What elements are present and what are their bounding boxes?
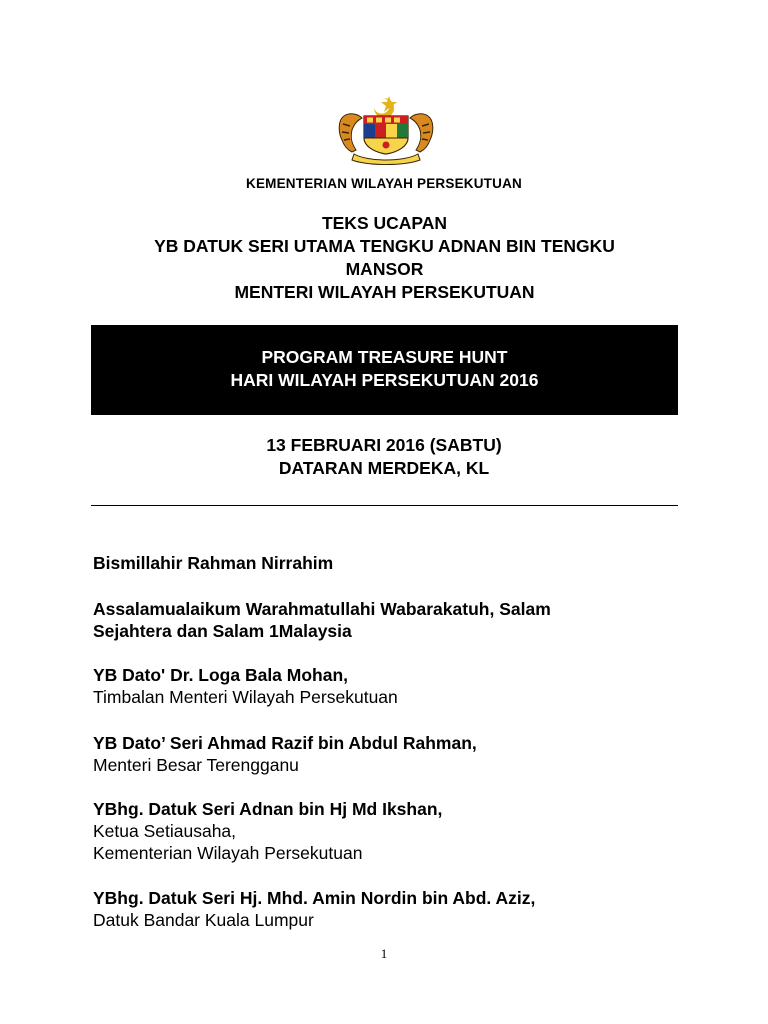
event-date: 13 FEBRUARI 2016 (SABTU) (266, 435, 502, 455)
greeting-line: Assalamualaikum Warahmatullahi Wabarakatuh, Salam (93, 599, 551, 619)
salutation-name: YB Dato' Dr. Loga Bala Mohan, (93, 665, 349, 685)
ministry-name: KEMENTERIAN WILAYAH PERSEKUTUAN (246, 176, 522, 191)
speech-title-line: YB DATUK SERI UTAMA TENGKU ADNAN BIN TENGKU (154, 236, 615, 256)
speech-title-line: TEKS UCAPAN (321, 213, 448, 233)
greeting-line: Sejahtera dan Salam 1Malaysia (93, 621, 352, 641)
banner-line: HARI WILAYAH PERSEKUTUAN 2016 (230, 370, 539, 390)
salutation-title: Ketua Setiausaha, (93, 821, 237, 841)
salutation-block (93, 732, 683, 776)
salutation-name: YBhg. Datuk Seri Adnan bin Hj Md Ikshan, (93, 799, 443, 819)
salutation-title: Kementerian Wilayah Persekutuan (93, 843, 363, 863)
speech-title (92, 212, 677, 304)
salutation-name: YB Dato’ Seri Ahmad Razif bin Abdul Rahman, (93, 733, 477, 753)
speech-title-line: MENTERI WILAYAH PERSEKUTUAN (234, 282, 535, 302)
malaysia-coat-of-arms-icon (334, 94, 438, 166)
salutation-block (93, 887, 683, 931)
salutation-name: YBhg. Datuk Seri Hj. Mhd. Amin Nordin bin Abd. Aziz, (93, 888, 536, 908)
page-number: 1 (380, 946, 388, 961)
salutation-title: Datuk Bandar Kuala Lumpur (93, 910, 314, 930)
salutation-block (93, 664, 683, 708)
greeting (93, 598, 683, 642)
horizontal-divider (91, 505, 678, 506)
speech-title-line: MANSOR (345, 259, 424, 279)
salutation-title: Menteri Besar Terengganu (93, 755, 299, 775)
opening-line: Bismillahir Rahman Nirrahim (93, 553, 334, 573)
program-banner (91, 325, 678, 415)
salutation-title: Timbalan Menteri Wilayah Persekutuan (93, 687, 398, 707)
event-venue: DATARAN MERDEKA, KL (278, 458, 490, 478)
event-details (0, 434, 768, 480)
salutation-block (93, 798, 683, 864)
banner-line: PROGRAM TREASURE HUNT (261, 347, 508, 367)
